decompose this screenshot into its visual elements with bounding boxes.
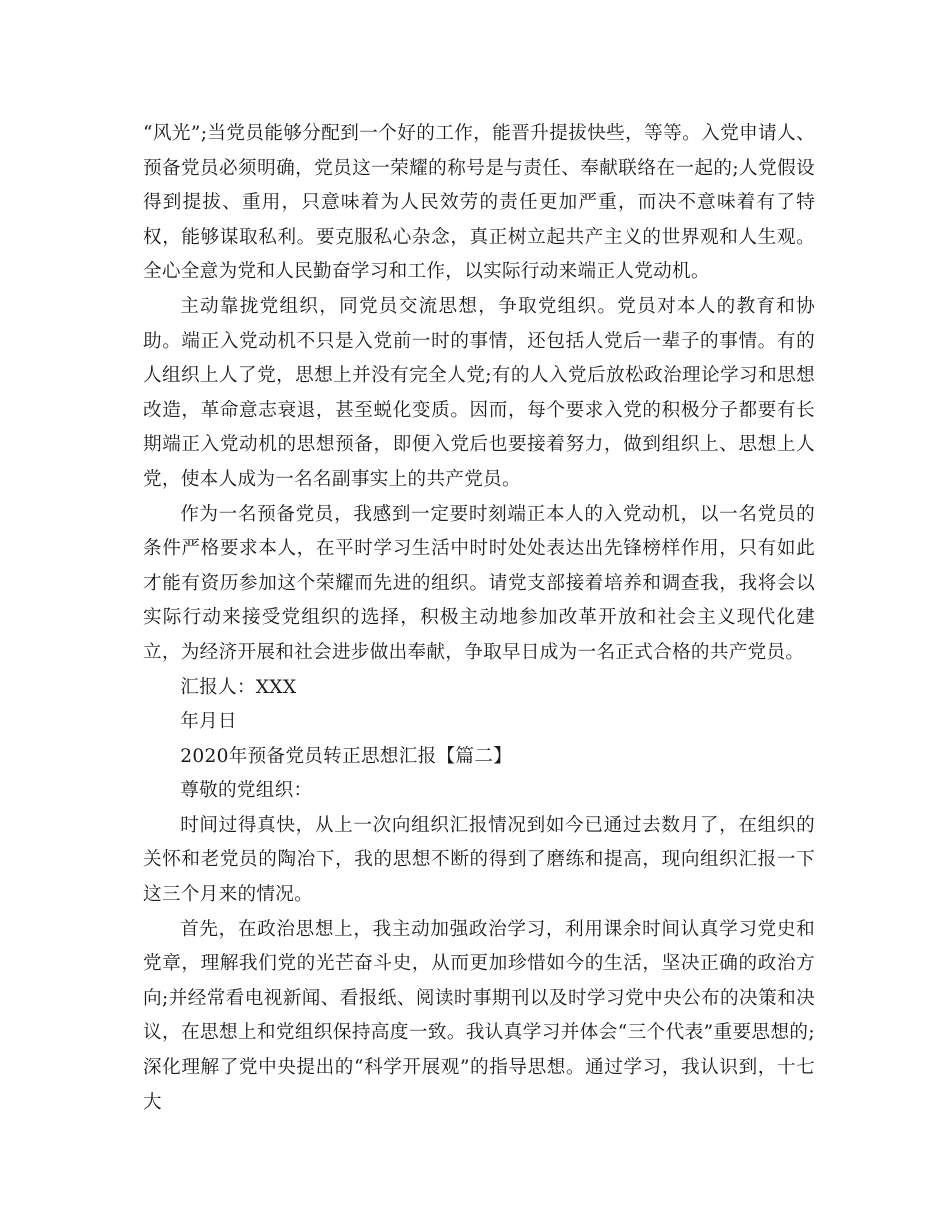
paragraph-continuation: “风光”;当党员能够分配到一个好的工作，能晋升提拔快些，等等。入党申请人、预备党员必须明确，党员这一荣耀的称号是与责任、奉献联络在一起的;人党假设得到提拔、重用，只意味着为人民效劳的责任更加严重，而决不意味着有了特权，能够谋取私利。要克服私心杂念，真正树立起共产主义的世界观和人生观。全心全意为党和人民勤奋学习和工作，以实际行动来端正人党动机。 <box>143 123 815 283</box>
paragraph: 作为一名预备党员，我感到一定要时刻端正本人的入党动机，以一名党员的条件严格要求本人，在平时学习生活中时时处处表达出先锋榜样作用，只有如此才能有资历参加这个荣耀而先进的组织。请党支部接着培养和调查我，我将会以实际行动来接受党组织的选择，积极主动地参加改革开放和社会主义现代化建立，为经济开展和社会进步做出奉献，争取早日成为一名正式合格的共产党员。 <box>143 503 815 663</box>
salutation: 尊敬的党组织： <box>180 780 313 802</box>
paragraph: 首先，在政治思想上，我主动加强政治学习，利用课余时间认真学习党史和党章，理解我们党的光芒奋斗史，从而更加珍惜如今的生活，坚决正确的政治方向;并经常看电视新闻、看报纸、阅读时事期刊以及时学习党中央公布的决策和决议，在思想上和党组织保持高度一致。我认真学习并体会“三个代表”重要思想的;深化理解了党中央提出的“科学开展观”的指导思想。通过学习，我认识到，十七大 <box>143 918 815 1113</box>
reporter-line: 汇报人：XXX <box>180 676 297 698</box>
paragraph: 主动靠拢党组织，同党员交流思想，争取党组织。党员对本人的教育和协助。端正入党动机不只是入党前一时的事情，还包括人党后一辈子的事情。有的人组织上人了党，思想上并没有完全人党;有的人入党后放松政治理论学习和思想改造，革命意志衰退，甚至蜕化变质。因而，每个要求入党的积极分子都要有长期端正入党动机的思想预备，即便入党后也要接着努力，做到组织上、思想上人党，使本人成为一名名副事实上的共产党员。 <box>143 295 815 490</box>
date-line: 年月日 <box>180 711 237 733</box>
section-title: 2020年预备党员转正思想汇报【篇二】 <box>180 745 513 767</box>
document-body <box>143 117 815 1120</box>
paragraph: 时间过得真快，从上一次向组织汇报情况到如今已通过去数月了，在组织的关怀和老党员的陶冶下，我的思想不断的得到了磨练和提高，现向组织汇报一下这三个月来的情况。 <box>143 814 815 906</box>
